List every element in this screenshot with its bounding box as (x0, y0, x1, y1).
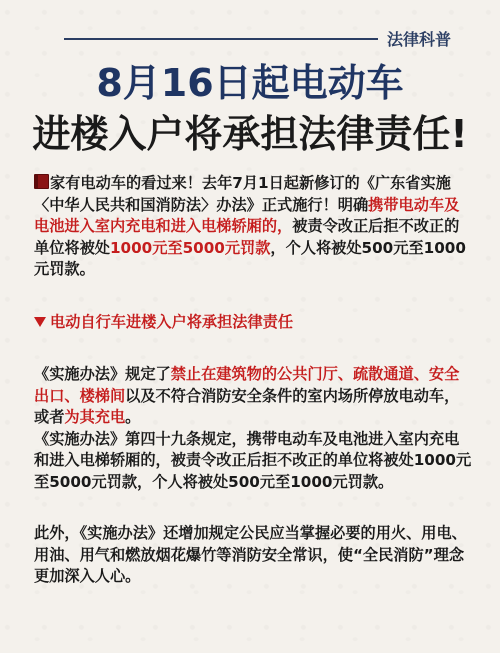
spacer (34, 281, 474, 312)
article-body (34, 173, 474, 588)
section-heading-text: 电动自行车进楼入户将承担法律责任 (50, 312, 293, 331)
rule-1-paragraph (34, 364, 474, 429)
intro-highlight-prefix: 明确 (337, 195, 369, 214)
rule-1-highlight-b: 为其充电 (64, 408, 126, 426)
intro-lead: 家有电动车的看过来！去年7月1日起新修订的《广东省实施〈中华人民共和国消防法〉办法》正式施行！ (34, 174, 451, 214)
book-icon (34, 174, 49, 189)
closing-paragraph: 此外，《实施办法》还增加规定公民应当掌握必要的用火、用电、用油、用气和燃放烟花爆竹等消防安全常识，使“全民消防”理念更加深入人心。 (34, 524, 467, 585)
brand-label: 法律科普 (387, 30, 452, 49)
spacer (34, 493, 474, 523)
rule-2-paragraph: 《实施办法》第四十九条规定，携带电动车及电池进入室内充电和进入电梯轿厢的，被责令改正后拒不改正的单位将被处1000元至5000元罚款，个人将被处500元至1000元罚款。 (34, 429, 472, 491)
intro-fine-units: 1000元至5000元罚款 (109, 238, 271, 257)
down-triangle-icon (34, 317, 46, 327)
spacer (34, 333, 474, 364)
rule-1-prefix: 《实施办法》规定了 (34, 365, 171, 383)
intro-mid: 被责令改正后拒不改正的单位将被处 (34, 217, 460, 257)
page-title-line-1: 8月16日起电动车 (96, 61, 404, 105)
rule-1-mid: 以及不符合消防安全条件的室内场所停放电动车，或者 (34, 386, 460, 426)
rule-1-end: 。 (125, 408, 141, 426)
header-rule (64, 38, 378, 40)
intro-tail: ，个人将被处500元至1000元罚款。 (34, 238, 466, 278)
intro-paragraph (34, 173, 474, 281)
intro-highlight: 携带电动车及电池进入室内充电和进入电梯轿厢的， (34, 195, 460, 235)
section-heading (34, 312, 474, 334)
rule-1-highlight-a: 禁止在建筑物的公共门厅、疏散通道、安全出口、楼梯间 (34, 365, 460, 405)
page-title-line-2: 进楼入户将承担法律责任! (32, 112, 468, 156)
